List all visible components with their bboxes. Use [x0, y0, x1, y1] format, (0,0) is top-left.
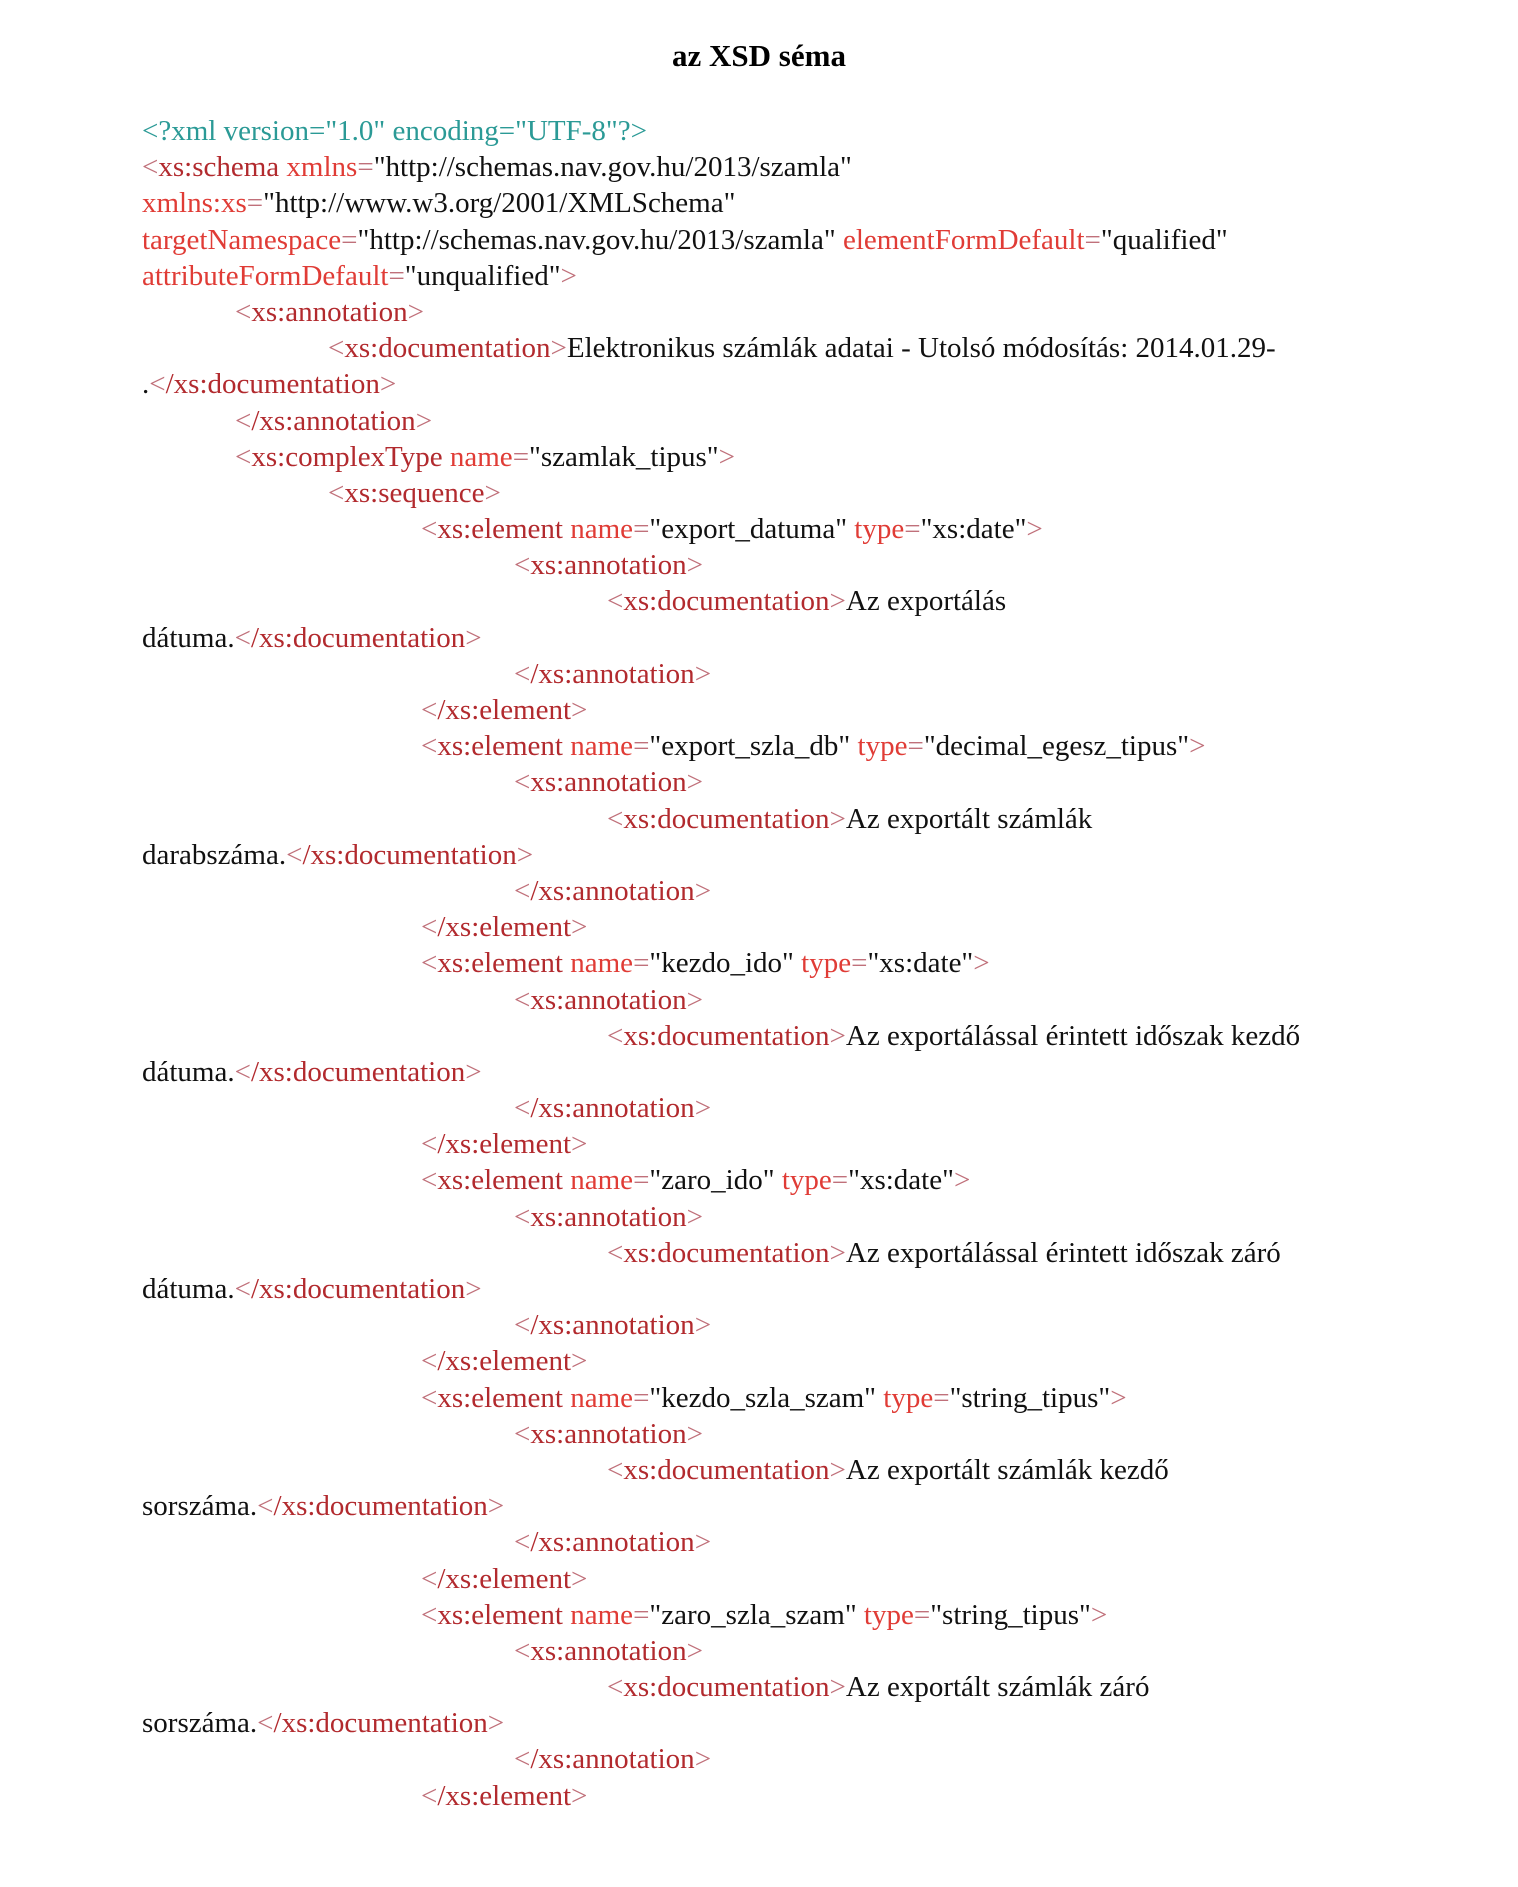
- schema-line-4: [142, 258, 1472, 294]
- element-block: [142, 728, 1472, 945]
- equals-sign: =: [357, 151, 374, 184]
- xmlns-xs-attr: xmlns:xs: [142, 187, 247, 220]
- name-attr: name: [570, 1164, 634, 1197]
- schema-line-1: [142, 149, 1472, 185]
- annotation-close-line: [142, 1741, 1472, 1777]
- element-name: "zaro_szla_szam": [649, 1598, 857, 1631]
- documentation-line: [142, 583, 1472, 619]
- open-bracket: <: [257, 1707, 274, 1740]
- attribute-form-default-value: "unqualified": [404, 259, 561, 292]
- documentation-line: [142, 1018, 1472, 1054]
- close-bracket: >: [415, 404, 433, 437]
- open-bracket: <: [421, 730, 438, 763]
- open-bracket: <: [514, 874, 531, 907]
- documentation-tag: xs:documentation: [623, 1019, 830, 1052]
- element-tag: xs:element: [437, 947, 563, 980]
- open-bracket: <: [607, 1671, 624, 1704]
- element-type: "xs:date": [848, 1164, 954, 1197]
- type-attr: type: [857, 730, 908, 763]
- element-tag: xs:element: [437, 730, 563, 763]
- open-bracket: <: [514, 1743, 531, 1776]
- open-bracket: <: [328, 476, 345, 509]
- annotation-open-line: [142, 982, 1472, 1018]
- header-documentation-cont: .: [142, 368, 150, 401]
- annotation-tag: xs:annotation: [530, 1417, 687, 1450]
- annotation-open-line: [142, 547, 1472, 583]
- close-bracket: >: [1090, 1598, 1108, 1631]
- annotation-close-tag: /xs:annotation: [530, 1092, 695, 1125]
- complex-type-tag: xs:complexType: [251, 440, 443, 473]
- close-bracket: >: [686, 983, 703, 1016]
- element-block: [142, 945, 1472, 1162]
- documentation-cont-line: [142, 837, 1472, 873]
- annotation-tag: xs:annotation: [530, 1634, 687, 1667]
- equals-sign: =: [831, 1164, 849, 1197]
- annotation-close-tag: /xs:annotation: [251, 404, 416, 437]
- annotation-close-line: [142, 403, 1472, 439]
- name-attr: name: [449, 440, 513, 473]
- annotation-tag: xs:annotation: [251, 295, 408, 328]
- documentation-text-cont: dátuma.: [142, 621, 235, 654]
- close-bracket: >: [379, 368, 397, 401]
- element-close-line: [142, 1561, 1472, 1597]
- open-bracket: <: [328, 332, 345, 365]
- element-close-tag: /xs:element: [437, 911, 572, 944]
- annotation-open-line: [142, 1199, 1472, 1235]
- open-bracket: <: [421, 1381, 438, 1414]
- close-bracket: >: [686, 1417, 703, 1450]
- element-close-tag: /xs:element: [437, 1562, 572, 1595]
- name-attr: name: [570, 1381, 634, 1414]
- open-bracket: <: [421, 1345, 438, 1378]
- close-bracket: >: [1110, 1381, 1127, 1414]
- open-bracket: <: [607, 585, 624, 618]
- close-bracket: >: [465, 1055, 482, 1088]
- open-bracket: <: [149, 368, 166, 401]
- equals-sign: =: [907, 730, 924, 763]
- element-form-default-value: "qualified": [1100, 223, 1228, 256]
- close-bracket: >: [571, 1779, 588, 1812]
- close-bracket: >: [694, 1526, 712, 1559]
- type-attr: type: [801, 947, 852, 980]
- documentation-tag: xs:documentation: [623, 1236, 830, 1269]
- close-bracket: >: [829, 802, 846, 835]
- element-type: "xs:date": [920, 513, 1027, 546]
- annotation-open-line: [142, 1416, 1472, 1452]
- element-close-line: [142, 1126, 1472, 1162]
- documentation-text: Az exportálással érintett időszak kezdő: [845, 1019, 1301, 1052]
- open-bracket: <: [234, 1273, 251, 1305]
- close-bracket: >: [571, 1128, 588, 1161]
- documentation-tag: xs:documentation: [623, 1453, 830, 1486]
- element-type: "string_tipus": [930, 1598, 1091, 1631]
- documentation-text-cont: sorszáma.: [142, 1707, 258, 1740]
- open-bracket: <: [607, 802, 624, 835]
- equals-sign: =: [633, 1164, 650, 1197]
- open-bracket: <: [421, 1598, 438, 1631]
- open-bracket: <: [235, 295, 252, 328]
- type-attr: type: [854, 513, 905, 546]
- element-close-line: [142, 1778, 1472, 1814]
- sequence-line: [142, 475, 1472, 511]
- element-block: [142, 1162, 1472, 1379]
- close-bracket: >: [484, 476, 501, 509]
- open-bracket: <: [421, 911, 438, 944]
- close-bracket: >: [571, 1562, 588, 1595]
- close-bracket: >: [686, 766, 703, 799]
- open-bracket: <: [514, 1526, 531, 1559]
- xml-declaration: <?xml version="1.0" encoding="UTF-8"?>: [142, 115, 647, 147]
- equals-sign: =: [633, 730, 650, 763]
- close-bracket: >: [407, 295, 424, 328]
- equals-sign: =: [512, 440, 530, 473]
- documentation-cont-line: [142, 1054, 1472, 1090]
- name-attr: name: [570, 1598, 634, 1631]
- element-block: [142, 1380, 1472, 1597]
- close-bracket: >: [571, 1345, 588, 1378]
- open-bracket: <: [514, 1634, 531, 1667]
- open-bracket: <: [421, 1779, 438, 1812]
- open-bracket: <: [607, 1236, 624, 1269]
- complex-type-line: [142, 439, 1472, 475]
- documentation-text: Az exportált számlák: [845, 802, 1093, 835]
- open-bracket: <: [514, 657, 531, 690]
- documentation-cont-line: [142, 1271, 1472, 1307]
- close-bracket: >: [694, 1743, 712, 1776]
- close-bracket: >: [829, 1236, 846, 1269]
- documentation-cont-line: [142, 1705, 1472, 1741]
- element-tag: xs:element: [437, 513, 563, 546]
- schema-tag: xs:schema: [158, 151, 280, 184]
- equals-sign: =: [933, 1381, 950, 1414]
- element-open-line: [142, 945, 1472, 981]
- element-open-line: [142, 511, 1472, 547]
- open-bracket: <: [421, 1164, 438, 1197]
- element-close-tag: /xs:element: [437, 694, 572, 726]
- element-name: "kezdo_szla_szam": [649, 1381, 877, 1414]
- annotation-tag: xs:annotation: [530, 983, 687, 1016]
- type-attr: type: [863, 1598, 914, 1631]
- open-bracket: <: [514, 983, 531, 1016]
- element-name: "export_szla_db": [649, 730, 851, 763]
- close-bracket: >: [550, 332, 567, 365]
- complex-type-name: "szamlak_tipus": [529, 440, 719, 473]
- annotation-close-line: [142, 1307, 1472, 1343]
- element-close-line: [142, 692, 1472, 728]
- annotation-close-line: [142, 1524, 1472, 1560]
- target-namespace-value: "http://schemas.nav.gov.hu/2013/szamla": [357, 223, 836, 256]
- open-bracket: <: [607, 1019, 624, 1052]
- documentation-text-cont: dátuma.: [142, 1055, 235, 1088]
- open-bracket: <: [514, 1200, 531, 1233]
- documentation-line: [142, 1235, 1472, 1271]
- documentation-tag: xs:documentation: [623, 585, 830, 618]
- open-bracket: <: [514, 549, 531, 582]
- open-bracket: <: [257, 1490, 274, 1523]
- documentation-text-cont: dátuma.: [142, 1273, 235, 1305]
- close-bracket: >: [694, 1092, 712, 1125]
- equals-sign: =: [913, 1598, 931, 1631]
- element-block: [142, 1597, 1472, 1814]
- close-bracket: >: [694, 657, 712, 690]
- documentation-text: Az exportálással érintett időszak záró: [845, 1236, 1281, 1269]
- close-bracket: >: [973, 947, 990, 980]
- element-close-tag: /xs:element: [437, 1345, 572, 1378]
- element-list: [142, 511, 1472, 1814]
- documentation-line: [142, 801, 1472, 837]
- annotation-tag: xs:annotation: [530, 766, 687, 799]
- documentation-line: [142, 1669, 1472, 1705]
- open-bracket: <: [234, 621, 251, 654]
- documentation-close-tag: /xs:documentation: [165, 368, 380, 401]
- open-bracket: <: [421, 513, 438, 546]
- header-documentation-cont-line: [142, 366, 1472, 402]
- annotation-close-line: [142, 1090, 1472, 1126]
- element-tag: xs:element: [437, 1381, 563, 1414]
- element-close-line: [142, 1343, 1472, 1379]
- name-attr: name: [570, 730, 634, 763]
- annotation-close-line: [142, 656, 1472, 692]
- annotation-tag: xs:annotation: [530, 1200, 687, 1233]
- equals-sign: =: [851, 947, 868, 980]
- annotation-close-tag: /xs:annotation: [530, 1743, 695, 1776]
- documentation-text: Az exportált számlák záró: [845, 1671, 1150, 1704]
- equals-sign: =: [633, 947, 650, 980]
- annotation-open-line: [142, 764, 1472, 800]
- close-bracket: >: [686, 549, 703, 582]
- element-close-line: [142, 909, 1472, 945]
- documentation-text-cont: sorszáma.: [142, 1490, 258, 1523]
- documentation-cont-line: [142, 620, 1472, 656]
- annotation-open-line: [142, 1633, 1472, 1669]
- attribute-form-default-attr: attributeFormDefault: [142, 259, 389, 292]
- close-bracket: >: [487, 1490, 505, 1523]
- close-bracket: >: [694, 874, 712, 907]
- open-bracket: <: [234, 1055, 251, 1088]
- documentation-tag: xs:documentation: [344, 332, 551, 365]
- element-name: "zaro_ido": [649, 1164, 775, 1197]
- close-bracket: >: [829, 585, 846, 618]
- xml-declaration-line: [142, 113, 1472, 149]
- element-form-default-attr: elementFormDefault: [842, 223, 1085, 256]
- element-name: "export_datuma": [649, 513, 848, 546]
- equals-sign: =: [1084, 223, 1101, 256]
- page-title: az XSD séma: [672, 38, 846, 73]
- element-open-line: [142, 1162, 1472, 1198]
- open-bracket: <: [514, 1092, 531, 1125]
- annotation-close-tag: /xs:annotation: [530, 1526, 695, 1559]
- documentation-cont-line: [142, 1488, 1472, 1524]
- target-namespace-attr: targetNamespace: [142, 223, 342, 256]
- close-bracket: >: [829, 1019, 846, 1052]
- equals-sign: =: [633, 1598, 650, 1631]
- annotation-close-tag: /xs:annotation: [530, 657, 695, 690]
- open-bracket: <: [514, 1417, 531, 1450]
- element-tag: xs:element: [437, 1164, 563, 1197]
- close-bracket: >: [571, 911, 588, 944]
- element-block: [142, 511, 1472, 728]
- close-bracket: >: [953, 1164, 971, 1197]
- close-bracket: >: [1026, 513, 1043, 546]
- documentation-close-tag: /xs:documentation: [273, 1490, 488, 1523]
- documentation-close-tag: /xs:documentation: [250, 621, 466, 654]
- open-bracket: <: [421, 694, 438, 726]
- close-bracket: >: [686, 1634, 703, 1667]
- documentation-close-tag: /xs:documentation: [273, 1707, 488, 1740]
- equals-sign: =: [246, 187, 264, 220]
- element-type: "string_tipus": [949, 1381, 1111, 1414]
- annotation-close-tag: /xs:annotation: [530, 1309, 695, 1342]
- header-documentation-line: [142, 330, 1472, 366]
- xmlns-value: "http://schemas.nav.gov.hu/2013/szamla": [373, 151, 852, 184]
- documentation-text: Az exportálás: [845, 585, 1007, 618]
- open-bracket: <: [421, 1128, 438, 1161]
- close-bracket: >: [571, 694, 588, 726]
- equals-sign: =: [388, 259, 405, 292]
- close-bracket: >: [718, 440, 735, 473]
- documentation-close-tag: /xs:documentation: [250, 1055, 466, 1088]
- element-name: "kezdo_ido": [649, 947, 794, 980]
- documentation-text: Az exportált számlák kezdő: [845, 1453, 1169, 1486]
- documentation-tag: xs:documentation: [623, 802, 830, 835]
- close-bracket: >: [694, 1309, 712, 1342]
- close-bracket: >: [465, 621, 482, 654]
- open-bracket: <: [514, 1309, 531, 1342]
- annotation-close-line: [142, 873, 1472, 909]
- name-attr: name: [570, 513, 634, 546]
- annotation-open-line: [142, 294, 1472, 330]
- element-tag: xs:element: [437, 1598, 563, 1631]
- open-bracket: <: [421, 1562, 438, 1595]
- documentation-close-tag: /xs:documentation: [302, 838, 517, 871]
- element-open-line: [142, 1380, 1472, 1416]
- documentation-text-cont: darabszáma.: [142, 838, 287, 871]
- schema-line-2: [142, 185, 1472, 221]
- element-open-line: [142, 728, 1472, 764]
- documentation-line: [142, 1452, 1472, 1488]
- equals-sign: =: [341, 223, 358, 256]
- close-bracket: >: [516, 838, 534, 871]
- equals-sign: =: [633, 513, 650, 546]
- open-bracket: <: [607, 1453, 624, 1486]
- open-bracket: <: [514, 766, 531, 799]
- close-bracket: >: [465, 1273, 482, 1305]
- close-bracket: >: [829, 1671, 846, 1704]
- element-type: "xs:date": [867, 947, 974, 980]
- element-close-tag: /xs:element: [437, 1779, 572, 1812]
- equals-sign: =: [633, 1381, 650, 1414]
- annotation-close-tag: /xs:annotation: [530, 874, 695, 907]
- element-close-tag: /xs:element: [437, 1128, 572, 1161]
- element-open-line: [142, 1597, 1472, 1633]
- documentation-tag: xs:documentation: [623, 1671, 830, 1704]
- header-documentation-text: Elektronikus számlák adatai - Utolsó módosítás: 2014.01.29-: [566, 332, 1276, 365]
- close-bracket: >: [829, 1453, 846, 1486]
- open-bracket: <: [235, 404, 252, 437]
- close-bracket: >: [560, 259, 577, 292]
- xmlns-xs-value: "http://www.w3.org/2001/XMLSchema": [263, 187, 736, 220]
- sequence-tag: xs:sequence: [344, 476, 485, 509]
- documentation-close-tag: /xs:documentation: [250, 1273, 466, 1305]
- schema-line-3: [142, 222, 1472, 258]
- open-bracket: <: [235, 440, 252, 473]
- element-type: "decimal_egesz_tipus": [923, 730, 1190, 763]
- open-bracket: <: [421, 947, 438, 980]
- close-bracket: >: [1189, 730, 1206, 763]
- type-attr: type: [883, 1381, 934, 1414]
- open-bracket: <: [286, 838, 303, 871]
- xsd-code-listing: [142, 113, 1472, 1814]
- annotation-tag: xs:annotation: [530, 549, 687, 582]
- close-bracket: >: [686, 1200, 703, 1233]
- xmlns-attr: xmlns: [286, 151, 358, 184]
- type-attr: type: [781, 1164, 832, 1197]
- name-attr: name: [570, 947, 634, 980]
- open-bracket: <: [142, 151, 159, 184]
- equals-sign: =: [904, 513, 921, 546]
- close-bracket: >: [487, 1707, 505, 1740]
